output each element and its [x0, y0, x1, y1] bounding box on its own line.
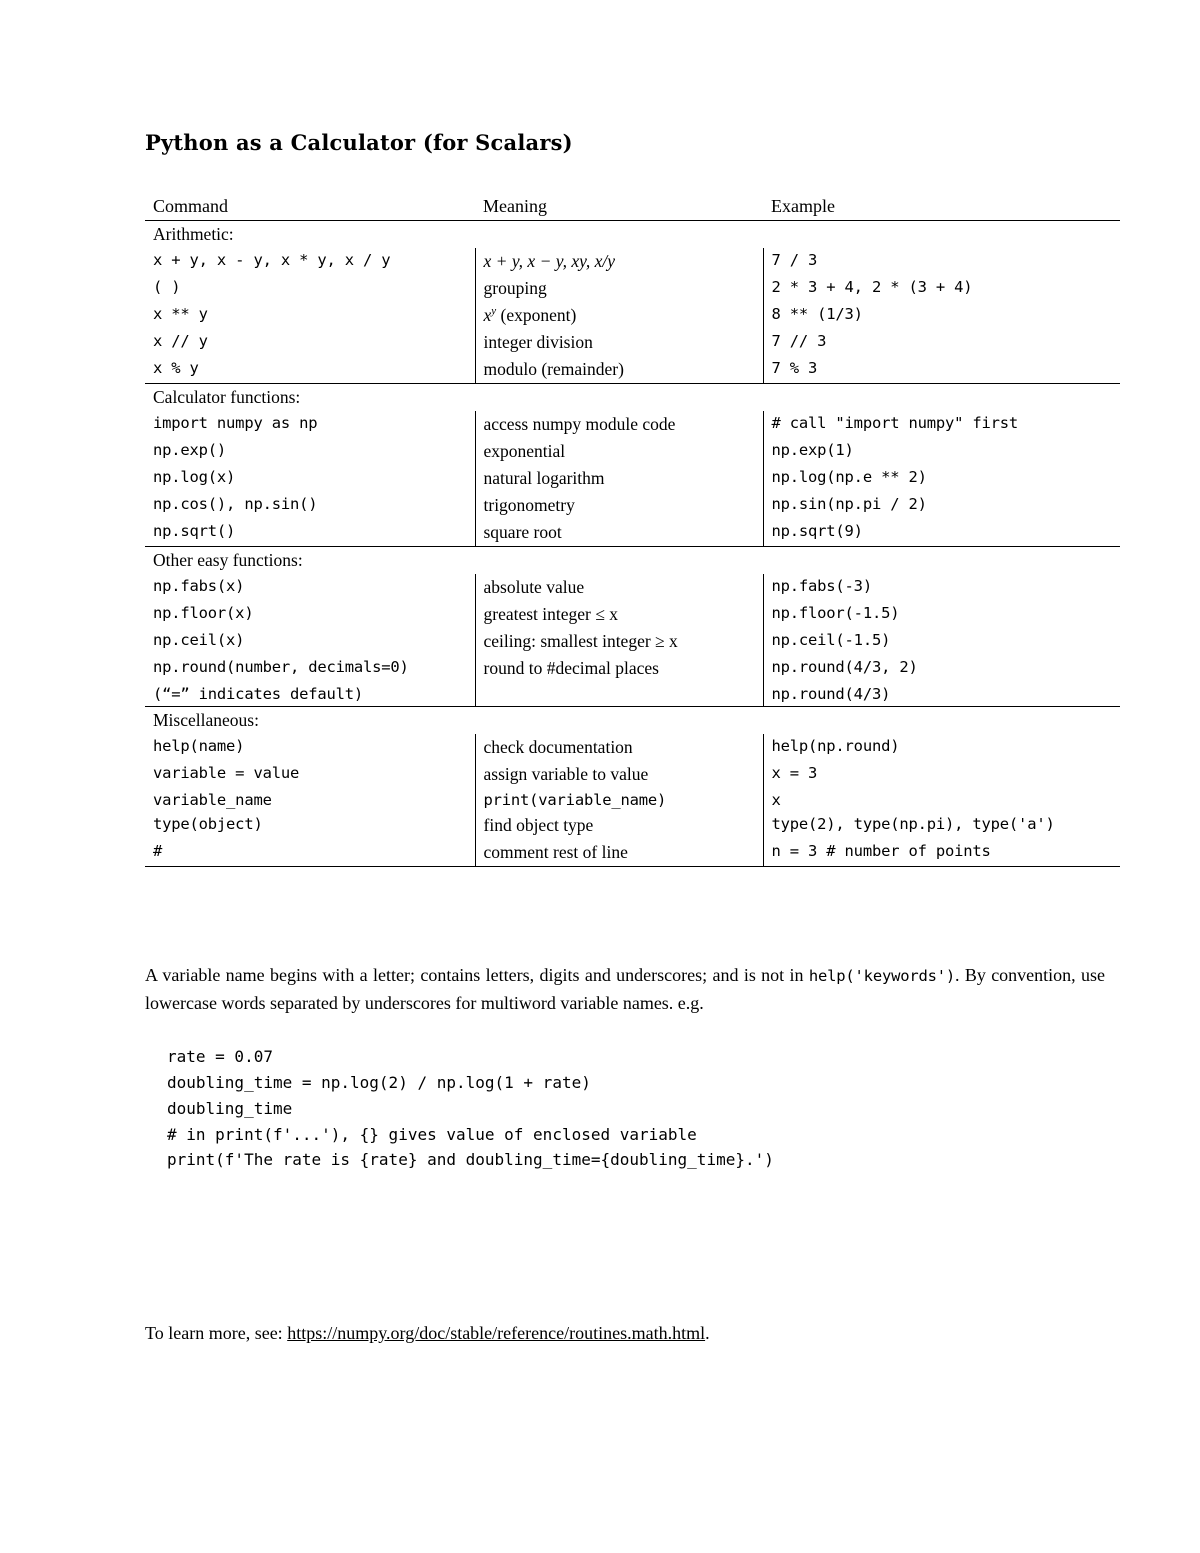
spacer-cell — [763, 221, 1120, 249]
cell-meaning: integer division — [475, 329, 763, 356]
table-header-row — [145, 193, 1120, 221]
code-line: doubling_time — [167, 1098, 293, 1118]
cell-example: x = 3 — [763, 761, 1120, 788]
section-label-miscellaneous: Miscellaneous: — [153, 710, 259, 730]
spacer-cell — [475, 384, 763, 412]
cell-meaning: trigonometry — [475, 492, 763, 519]
cell-example: np.exp(1) — [763, 438, 1120, 465]
cell-meaning: comment rest of line — [475, 839, 763, 867]
section-label-row — [145, 384, 1120, 412]
cell-command: np.round(number, decimals=0) — [153, 658, 409, 676]
cell-example: 8 ** (1/3) — [763, 302, 1120, 329]
table-row — [145, 734, 1120, 761]
cell-command: variable = value — [153, 764, 300, 782]
cell-example: 2 * 3 + 4, 2 * (3 + 4) — [763, 275, 1120, 302]
cell-meaning: natural logarithm — [475, 465, 763, 492]
code-line: print(f'The rate is {rate} and doubling_time={doubling_time}.') — [167, 1150, 774, 1170]
spacer-cell — [763, 384, 1120, 412]
learn-more-note — [145, 1323, 1120, 1344]
cell-meaning: check documentation — [475, 734, 763, 761]
table-row — [145, 574, 1120, 601]
cell-command: x + y, x - y, x * y, x / y — [153, 251, 391, 269]
cell-example: help(np.round) — [763, 734, 1120, 761]
cell-meaning: find object type — [475, 812, 763, 839]
cell-command: variable_name — [153, 791, 272, 809]
cell-command: type(object) — [153, 815, 263, 833]
spacer-cell — [475, 547, 763, 575]
spacer-cell — [763, 547, 1120, 575]
column-header-example: Example — [771, 196, 835, 216]
section-label-row — [145, 221, 1120, 249]
spacer-cell — [475, 221, 763, 249]
cell-example: np.round(4/3, 2) — [763, 655, 1120, 682]
code-line: doubling_time = np.log(2) / np.log(1 + rate) — [167, 1072, 591, 1092]
cell-command: # — [145, 839, 475, 867]
cell-example: x — [763, 788, 1120, 812]
cell-command-note: (“=” indicates default) — [145, 682, 475, 707]
table-row — [145, 601, 1120, 628]
column-header-command: Command — [153, 196, 228, 216]
table-row — [145, 356, 1120, 384]
cell-example: np.fabs(-3) — [763, 574, 1120, 601]
table-row — [145, 655, 1120, 682]
cell-example: 7 // 3 — [763, 329, 1120, 356]
cell-example: np.log(np.e ** 2) — [763, 465, 1120, 492]
cell-meaning: modulo (remainder) — [475, 356, 763, 384]
table-row — [145, 302, 1120, 329]
spacer-cell — [763, 707, 1120, 735]
table-row — [145, 465, 1120, 492]
section-label-row — [145, 547, 1120, 575]
cell-meaning: x + y, x − y, xy, x/y — [475, 248, 763, 275]
spacer-cell — [475, 707, 763, 735]
learn-more-period: . — [705, 1323, 710, 1344]
table-row — [145, 519, 1120, 547]
cell-command: np.ceil(x) — [153, 631, 245, 649]
cell-meaning — [475, 682, 763, 707]
cell-meaning: assign variable to value — [475, 761, 763, 788]
document-content — [145, 130, 1120, 1362]
table-row — [145, 329, 1120, 356]
cell-command: np.floor(x) — [153, 604, 254, 622]
learn-more-lead: To learn more, see: — [145, 1323, 283, 1344]
table-row — [145, 839, 1120, 867]
variable-naming-paragraph — [145, 962, 1105, 1018]
cell-command: import numpy as np — [153, 414, 318, 432]
code-example-block — [167, 1044, 1120, 1174]
section-label-other-easy-functions: Other easy functions: — [153, 550, 303, 570]
cell-meaning: $x^y$ (exponent) — [475, 302, 763, 329]
cell-example: np.floor(-1.5) — [763, 601, 1120, 628]
section-label-arithmetic: Arithmetic: — [145, 221, 475, 249]
table-row — [145, 411, 1120, 438]
inline-code-help-keywords: help('keywords') — [808, 967, 955, 985]
cell-example: np.round(4/3) — [763, 682, 1120, 707]
cell-meaning: access numpy module code — [475, 411, 763, 438]
code-line: # in print(f'...'), {} gives value of enclosed variable — [167, 1124, 697, 1144]
paragraph-part-1: A variable name begins with a letter; contains letters, digits and underscores; and is not in — [145, 965, 804, 985]
reference-table — [145, 193, 1120, 867]
cell-meaning: absolute value — [475, 574, 763, 601]
cell-command: np.exp() — [153, 441, 227, 459]
table-row — [145, 248, 1120, 275]
cell-meaning: greatest integer ≤ x — [475, 601, 763, 628]
cell-command: x % y — [145, 356, 475, 384]
section-label-row — [145, 707, 1120, 735]
cell-example: np.sqrt(9) — [763, 519, 1120, 547]
cell-example: np.ceil(-1.5) — [763, 628, 1120, 655]
cell-command: np.fabs(x) — [153, 577, 245, 595]
table-row — [145, 788, 1120, 812]
cell-command: np.log(x) — [153, 468, 236, 486]
page-title: Python as a Calculator (for Scalars) — [145, 130, 573, 155]
table-row — [145, 492, 1120, 519]
cell-meaning: square root — [475, 519, 763, 547]
cell-meaning: round to #decimal places — [475, 655, 763, 682]
cell-example: n = 3 # number of points — [763, 839, 1120, 867]
cell-example: 7 / 3 — [763, 248, 1120, 275]
table-row — [145, 682, 1120, 707]
table-row — [145, 275, 1120, 302]
cell-command: x // y — [153, 332, 208, 350]
code-line: rate = 0.07 — [167, 1046, 273, 1066]
section-label-calculator-functions: Calculator functions: — [153, 387, 301, 407]
cell-command: x ** y — [153, 305, 208, 323]
cell-meaning: exponential — [475, 438, 763, 465]
column-header-meaning: Meaning — [483, 196, 547, 216]
cell-example: # call "import numpy" first — [763, 411, 1120, 438]
cell-command: np.sqrt() — [145, 519, 475, 547]
cell-example: 7 % 3 — [763, 356, 1120, 384]
cell-meaning: grouping — [475, 275, 763, 302]
cell-command: np.cos(), np.sin() — [153, 495, 318, 513]
cell-meaning: print(variable_name) — [475, 788, 763, 812]
cell-example: type(2), type(np.pi), type('a') — [763, 812, 1120, 839]
table-row — [145, 812, 1120, 839]
cell-command: help(name) — [153, 737, 245, 755]
table-row — [145, 628, 1120, 655]
cell-command: ( ) — [153, 278, 181, 296]
paragraph-part-2: . By convention, use lowercase words separated by underscores for multiword variable names. e.g. — [145, 965, 1106, 1013]
table-row — [145, 761, 1120, 788]
cell-example: np.sin(np.pi / 2) — [763, 492, 1120, 519]
table-row — [145, 438, 1120, 465]
cell-meaning: ceiling: smallest integer ≥ x — [475, 628, 763, 655]
numpy-docs-link[interactable]: https://numpy.org/doc/stable/reference/routines.math.html — [287, 1323, 706, 1344]
